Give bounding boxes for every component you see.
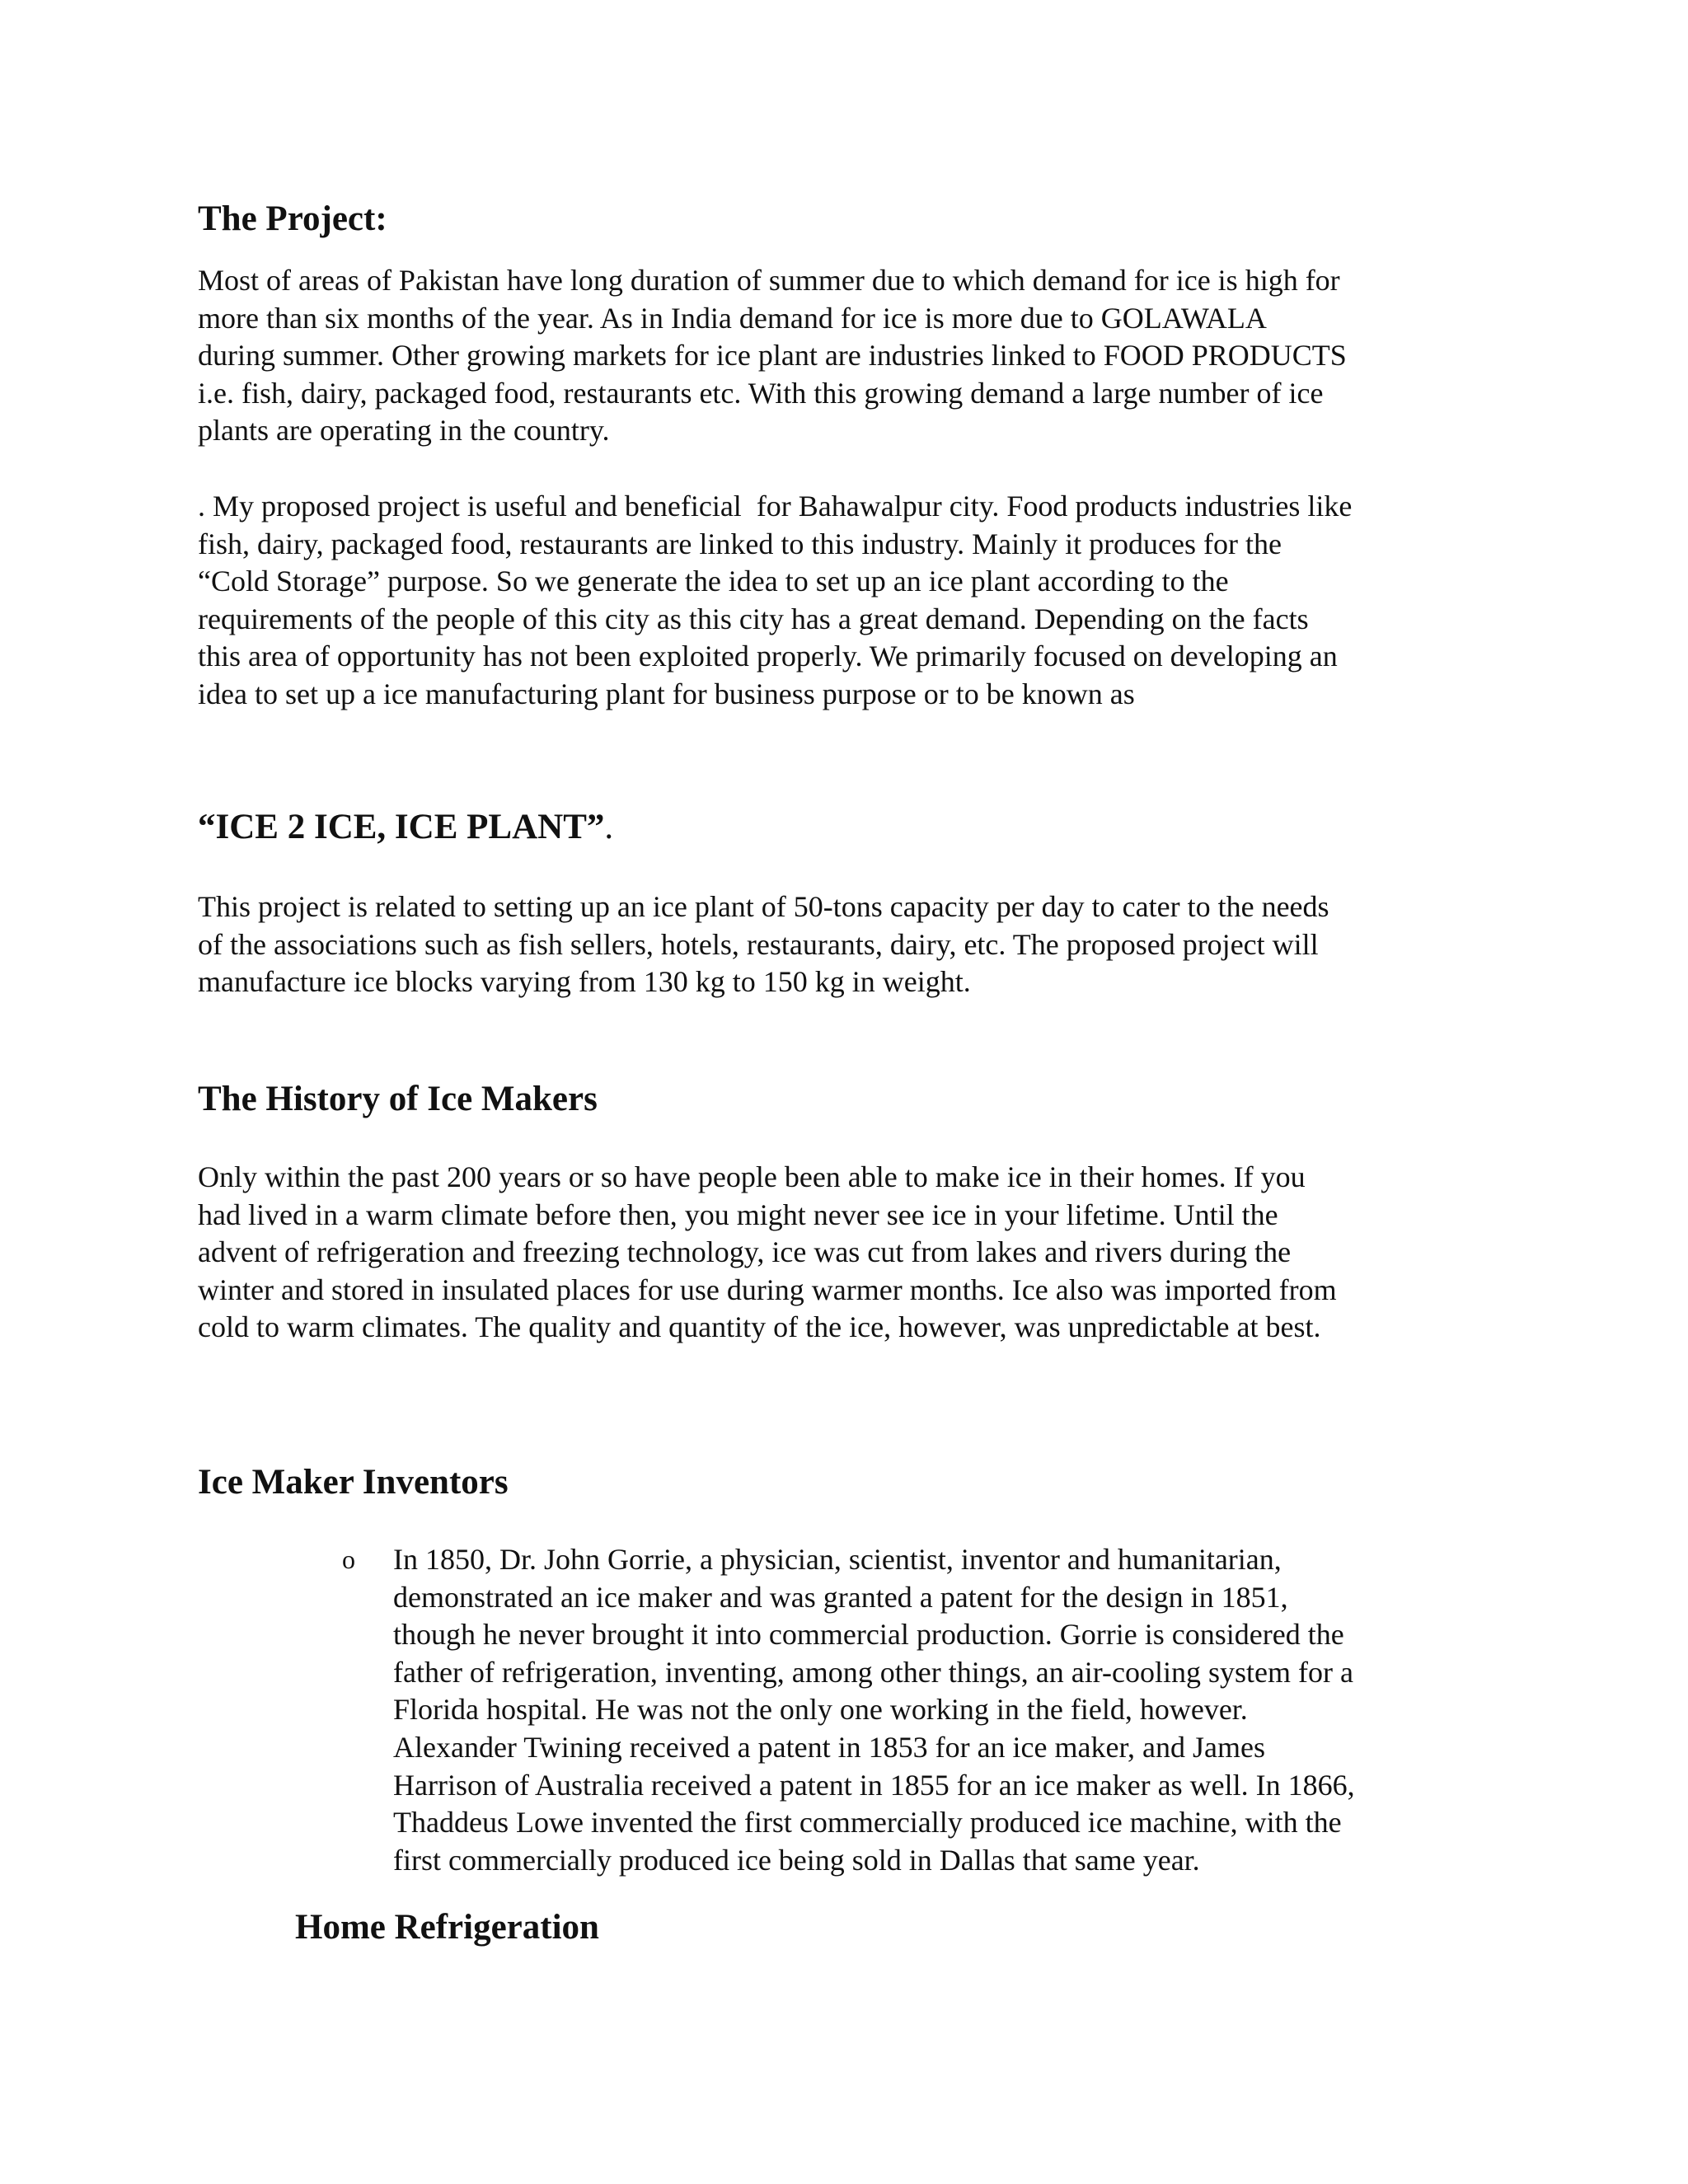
text-line: Thaddeus Lowe invented the first commercially produced ice machine, with the: [393, 1806, 1342, 1840]
inventors-bullet-text: [393, 1541, 1514, 1879]
heading-plant-name: [198, 806, 1500, 849]
heading-the-project: The Project:: [198, 199, 387, 238]
text-line: “Cold Storage” purpose. So we generate the idea to set up an ice plant according to the: [198, 565, 1229, 598]
text-line: Alexander Twining received a patent in 1853 for an ice maker, and James: [393, 1730, 1265, 1764]
heading-home-refrigeration: Home Refrigeration: [295, 1908, 599, 1947]
text-line: had lived in a warm climate before then, you might never see ice in your lifetime. Until the: [198, 1197, 1278, 1231]
text-line: i.e. fish, dairy, packaged food, restaurants etc. With this growing demand a large number of ice: [198, 376, 1324, 410]
text-line: during summer. Other growing markets for ice plant are industries linked to FOOD PRODUCTS: [198, 339, 1347, 373]
text-line: This project is related to setting up an ice plant of 50-tons capacity per day to cater to the needs: [198, 890, 1329, 923]
text-line: cold to warm climates. The quality and quantity of the ice, however, was unpredictable at best.: [198, 1310, 1321, 1344]
text-line: Harrison of Australia received a patent in 1855 for an ice maker as well. In 1866,: [393, 1768, 1355, 1802]
plant-name-text: “ICE 2 ICE, ICE PLANT”: [198, 808, 605, 846]
history-paragraph: [198, 1159, 1500, 1347]
text-line: manufacture ice blocks varying from 130 kg to 150 kg in weight.: [198, 965, 971, 999]
text-line: Most of areas of Pakistan have long duration of summer due to which demand for ice is high for: [198, 264, 1340, 297]
text-line: Only within the past 200 years or so have people been able to make ice in their homes. If you: [198, 1160, 1306, 1193]
heading-ice-maker-inventors: Ice Maker Inventors: [198, 1463, 509, 1502]
text-line: father of refrigeration, inventing, among other things, an air-cooling system for a: [393, 1655, 1353, 1689]
text-line: demonstrated an ice maker and was granted a patent for the design in 1851,: [393, 1580, 1288, 1614]
heading-history-of-ice-makers: The History of Ice Makers: [198, 1080, 598, 1118]
plant-name-period: .: [604, 808, 614, 846]
project-paragraph-2: [198, 488, 1500, 714]
text-line: plants are operating in the country.: [198, 414, 610, 448]
project-paragraph-1: [198, 262, 1500, 450]
text-line: more than six months of the year. As in India demand for ice is more due to GOLAWALA: [198, 301, 1267, 335]
text-line: fish, dairy, packaged food, restaurants are linked to this industry. Mainly it produces for the: [198, 527, 1282, 560]
text-line: requirements of the people of this city as this city has a great demand. Depending on the facts: [198, 602, 1309, 635]
text-line: though he never brought it into commercial production. Gorrie is considered the: [393, 1618, 1344, 1652]
plant-description-paragraph: [198, 888, 1500, 1001]
text-line: Florida hospital. He was not the only one working in the field, however.: [393, 1693, 1248, 1727]
text-line: this area of opportunity has not been exploited properly. We primarily focused on developing an: [198, 640, 1338, 673]
text-line: advent of refrigeration and freezing technology, ice was cut from lakes and rivers during the: [198, 1235, 1292, 1269]
text-line: winter and stored in insulated places for use during warmer months. Ice also was imported from: [198, 1272, 1337, 1306]
bullet-circle-icon: o: [342, 1544, 355, 1574]
text-line: idea to set up a ice manufacturing plant for business purpose or to be known as: [198, 677, 1135, 710]
text-line: In 1850, Dr. John Gorrie, a physician, scientist, inventor and humanitarian,: [393, 1543, 1282, 1576]
text-line: of the associations such as fish sellers, hotels, restaurants, dairy, etc. The proposed project will: [198, 927, 1319, 961]
text-line: first commercially produced ice being sold in Dallas that same year.: [393, 1843, 1200, 1877]
text-line: . My proposed project is useful and beneficial for Bahawalpur city. Food products industries like: [198, 490, 1353, 523]
